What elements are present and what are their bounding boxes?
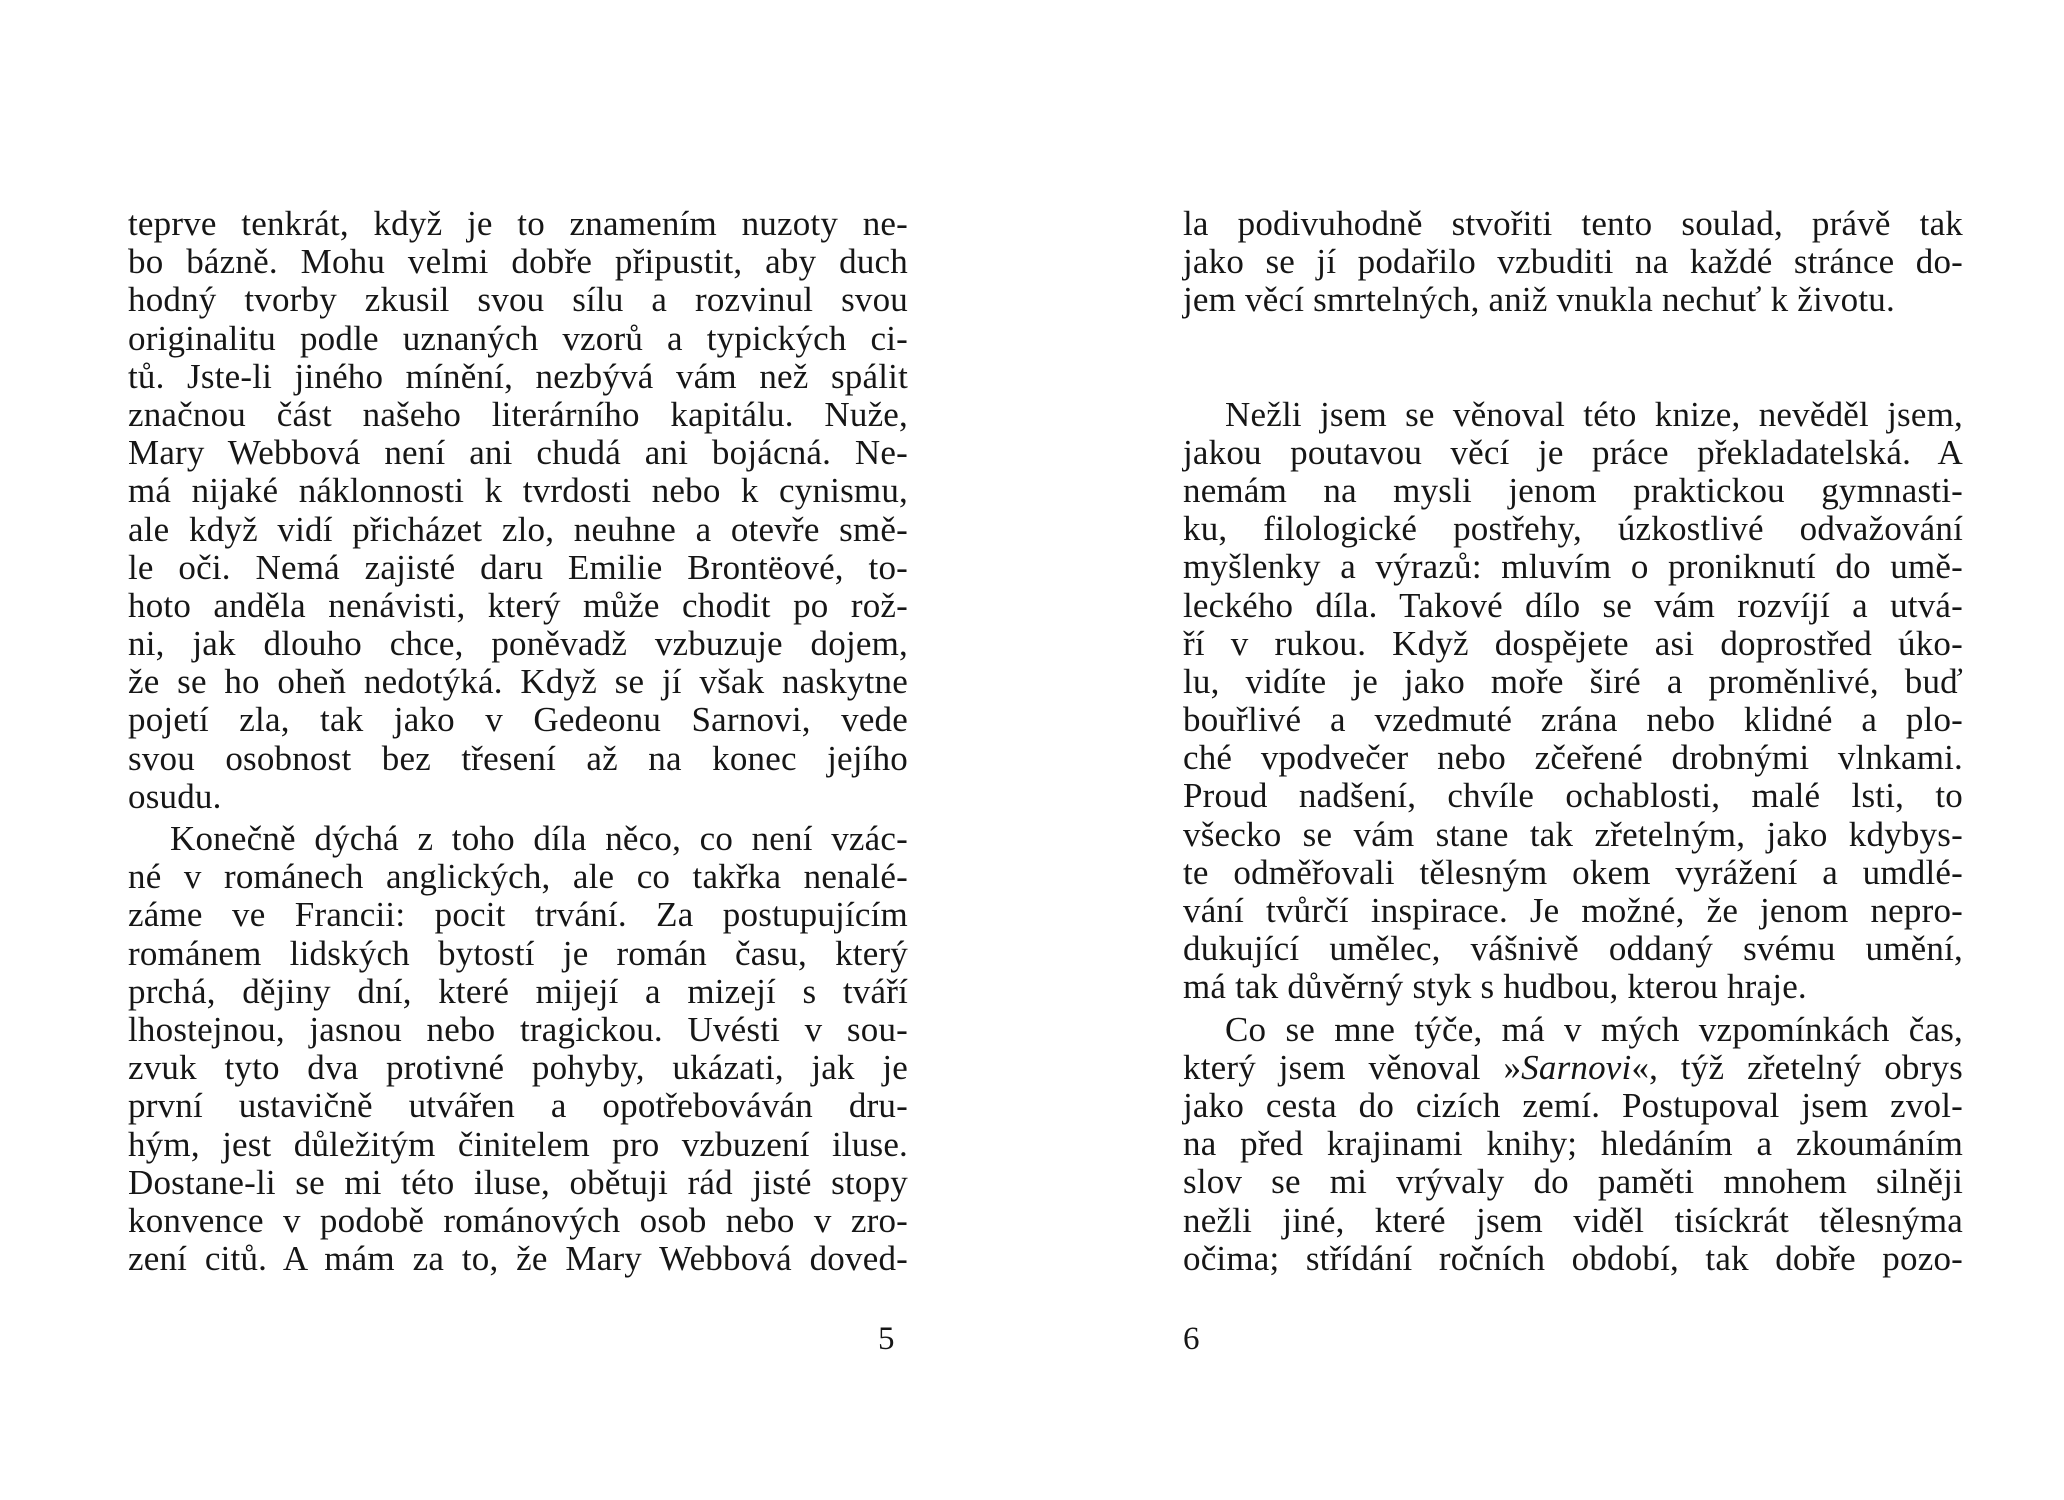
text-line: svou osobnost bez třesení až na konec jejího: [128, 738, 908, 778]
text-line: že se ho oheň nedotýká. Když se jí však naskytne: [128, 662, 908, 702]
text-line: myšlenky a výrazů: mluvím o proniknutí do umě-: [1183, 547, 1963, 587]
text-line: teprve tenkrát, když je to znamením nuzoty ne-: [128, 204, 908, 243]
page-number: 5: [878, 1321, 895, 1357]
text-line: bouřlivé a vzedmuté zrána nebo klidné a plo-: [1183, 700, 1963, 740]
text-line-with-italic: [1183, 1049, 1963, 1087]
right-page-text: [1183, 205, 1963, 1278]
text-line: zvuk tyto dva protivné pohyby, ukázati, jak je: [128, 1048, 908, 1088]
text-line: Proud nadšení, chvíle ochablosti, malé lsti, to: [1183, 776, 1963, 816]
text-line: Dostane-li se mi této iluse, obětuji rád jisté stopy: [128, 1162, 908, 1202]
text-line: nemám na mysli jenom praktickou gymnasti-: [1183, 470, 1963, 510]
text-fragment: «, týž zřetelný obrys: [1631, 1047, 1963, 1087]
text-line: dukující umělec, vášnivě oddaný svému umění,: [1183, 929, 1963, 969]
text-line: vání tvůrčí inspirace. Je možné, že jenom nepro-: [1183, 891, 1963, 930]
text-line: Co se mne týče, má v mých vzpomínkách čas,: [1225, 1009, 1963, 1049]
text-line: záme ve Francii: pocit trvání. Za postupujícím: [128, 895, 908, 935]
text-line: ku, filologické postřehy, úzkostlivé odvažování: [1183, 509, 1963, 549]
text-line: má tak důvěrný styk s hudbou, kterou hraje.: [1183, 967, 1807, 1007]
text-line: románem lidských bytostí je román času, který: [128, 933, 908, 973]
text-line: hým, jest důležitým činitelem pro vzbuzení iluse.: [128, 1124, 908, 1164]
text-line: ale když vidí přicházet zlo, neuhne a otevře smě-: [128, 509, 908, 549]
text-line: lhostejnou, jasnou nebo tragickou. Uvésti v sou-: [128, 1009, 908, 1049]
text-line: konvence v podobě románových osob nebo v zro-: [128, 1200, 908, 1240]
text-line: leckého díla. Takové dílo se vám rozvíjí a utvá-: [1183, 585, 1963, 625]
text-line: né v románech anglických, ale co takřka nenalé-: [128, 857, 908, 897]
text-line: ří v rukou. Když dospějete asi doprostřed úko-: [1183, 623, 1963, 663]
text-line: bo bázně. Mohu velmi dobře připustit, aby duch: [128, 242, 908, 282]
text-line: jem věcí smrtelných, aniž vnukla nechuť k životu.: [1183, 280, 1895, 320]
text-line: jako cesta do cizích zemí. Postupoval jsem zvol-: [1183, 1085, 1963, 1125]
text-line: le oči. Nemá zajisté daru Emilie Brontëové, to-: [128, 547, 908, 587]
text-line: Nežli jsem se věnoval této knize, nevěděl jsem,: [1225, 394, 1963, 434]
text-line: hoto anděla nenávisti, který může chodit po rož-: [128, 585, 908, 625]
text-line: na před krajinami knihy; hledáním a zkoumáním: [1183, 1124, 1963, 1164]
text-line: ni, jak dlouho chce, poněvadž vzbuzuje dojem,: [128, 624, 908, 664]
text-line: má nijaké náklonnosti k tvrdosti nebo k cynismu,: [128, 471, 908, 511]
text-line: první ustavičně utvářen a opotřebováván dru-: [128, 1086, 908, 1126]
text-fragment: který jsem věnoval »: [1183, 1047, 1522, 1087]
text-line: prchá, dějiny dní, které mijejí a mizejí s tváří: [128, 971, 908, 1011]
text-line: všecko se vám stane tak zřetelným, jako kdybys-: [1183, 814, 1963, 854]
page-number: 6: [1183, 1321, 1200, 1357]
text-line: la podivuhodně stvořiti tento soulad, právě tak: [1183, 204, 1963, 243]
text-line: tů. Jste-li jiného mínění, nezbývá vám než spálit: [128, 356, 908, 396]
text-line: osudu.: [128, 776, 222, 816]
text-line: očima; střídání ročních období, tak dobře pozo-: [1183, 1238, 1963, 1278]
text-line: lu, vidíte je jako moře širé a proměnlivé, buď: [1183, 661, 1963, 701]
text-line: slov se mi vrývaly do paměti mnohem silněji: [1183, 1162, 1963, 1202]
italic-title-sarnovi: Sarnovi: [1521, 1047, 1632, 1087]
text-line: značnou část našeho literárního kapitálu. Nuže,: [128, 394, 908, 434]
text-line: te odměřovali tělesným okem vyrážení a umdlé-: [1183, 852, 1963, 892]
left-page-text: [128, 205, 908, 1278]
text-line: jako se jí podařilo vzbuditi na každé stránce do-: [1183, 242, 1963, 282]
text-line: originalitu podle uznaných vzorů a typických ci-: [128, 318, 908, 358]
text-line: jakou poutavou věcí je práce překladatelská. A: [1183, 432, 1963, 472]
text-line: ché vpodvečer nebo zčeřené drobnými vlnkami.: [1183, 738, 1963, 778]
text-line: hodný tvorby zkusil svou sílu a rozvinul svou: [128, 280, 908, 320]
section-gap: [1183, 320, 1963, 396]
text-line: zení citů. A mám za to, že Mary Webbová doved-: [128, 1239, 908, 1279]
right-page: [1032, 0, 2064, 1500]
text-line: nežli jiné, které jsem viděl tisíckrát tělesnýma: [1183, 1200, 1963, 1240]
text-line: Konečně dýchá z toho díla něco, co není vzác-: [170, 819, 908, 858]
text-line: pojetí zla, tak jako v Gedeonu Sarnovi, vede: [128, 700, 908, 740]
text-line: Mary Webbová není ani chudá ani bojácná. Ne-: [128, 433, 908, 473]
